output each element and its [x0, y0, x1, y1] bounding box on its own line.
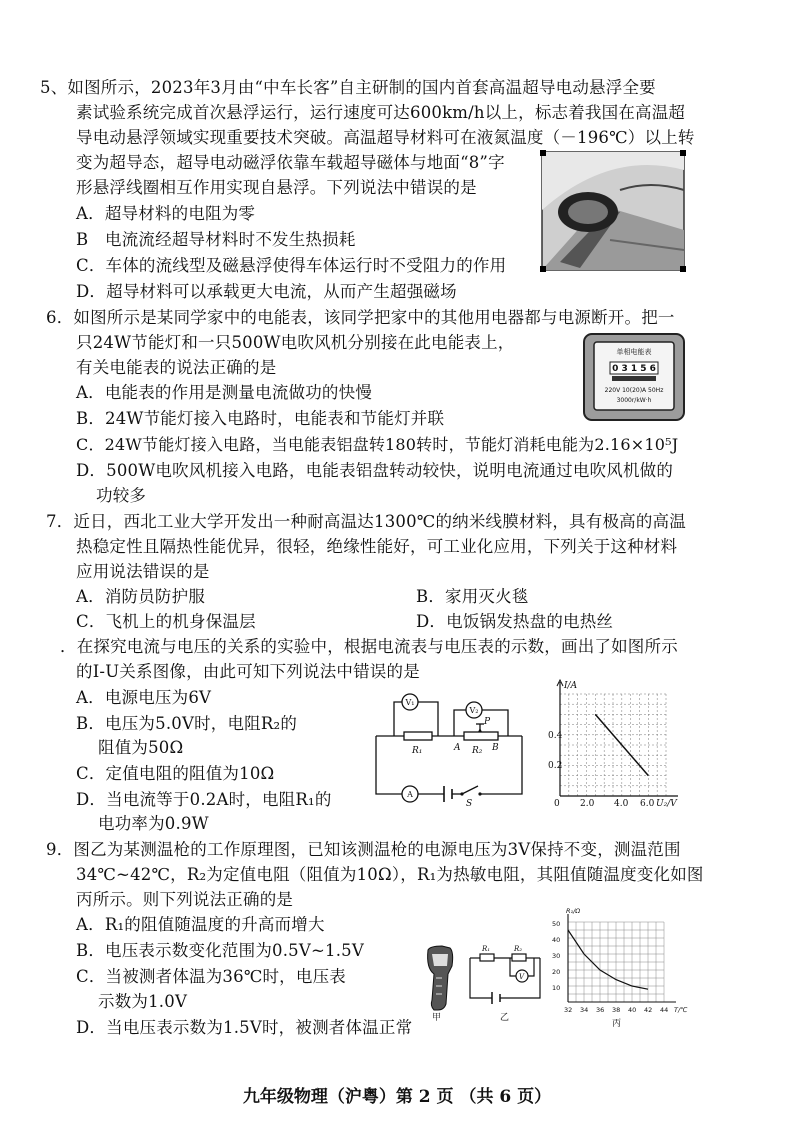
q9-r2-label: R₂ — [514, 945, 523, 953]
q8-chart-xlabel: U₂/V — [656, 799, 677, 809]
q8-ytick-0.4: 0.4 — [548, 731, 563, 741]
q8-option-a: A．电源电压为6V — [76, 688, 212, 707]
q9-chart-ylabel: R₁/Ω — [566, 907, 581, 915]
q6-option-d: D．500W电吹风机接入电路，电能表铝盘转动较快，说明电流通过电吹风机做的 — [76, 461, 674, 480]
q6-option-b: B．24W节能灯接入电路时，电能表和节能灯并联 — [76, 409, 445, 428]
q7-option-d: D．电饭锅发热盘的电热丝 — [416, 612, 614, 631]
q9-ytick-10: 10 — [552, 984, 561, 992]
q9-xtick-42: 42 — [644, 1006, 653, 1014]
r1-label: R₁ — [412, 746, 423, 756]
q8-line-2: 的I-U关系图像，由此可知下列说法中错误的是 — [76, 662, 420, 681]
thermometer-gun-image — [420, 944, 460, 1022]
q8-xtick-0: 0 — [554, 799, 560, 809]
q9-option-c: C．当被测者体温为36℃时，电压表 — [76, 967, 346, 986]
q9-voltmeter-label: V — [519, 973, 525, 981]
q7-option-c: C．飞机上的机身保温层 — [76, 612, 256, 631]
q5-line-1: 5、如图所示，2023年3月由“中车长客”自主研制的国内首套高温超导电动悬浮全要 — [40, 78, 656, 97]
q9-ytick-20: 20 — [552, 968, 561, 976]
q9-ytick-50: 50 — [552, 920, 561, 928]
label-yi: 乙 — [500, 1013, 510, 1022]
q9-xtick-38: 38 — [612, 1006, 621, 1014]
q8-option-d-cont: 电功率为0.9W — [98, 814, 209, 833]
point-b-label: B — [492, 743, 499, 753]
q8-line-1: ．在探究电流与电压的关系的实验中，根据电流表与电压表的示数，画出了如图所示 — [60, 637, 678, 656]
q9-resistance-temperature-chart — [548, 904, 694, 1030]
meter-title: 单相电能表 — [616, 348, 652, 356]
meter-digits: 0 3 1 5 6 — [612, 364, 656, 374]
q8-circuit-diagram — [368, 688, 530, 806]
q8-option-d: D．当电流等于0.2A时，电阻R₁的 — [76, 790, 332, 809]
switch-s-label: S — [466, 799, 473, 806]
r2-label: R₂ — [472, 746, 483, 756]
voltmeter-v1-label: V₁ — [405, 698, 415, 707]
q9-option-a: A．R₁的阻值随温度的升高而增大 — [76, 915, 325, 934]
q6-option-a: A．电能表的作用是测量电流做功的快慢 — [76, 383, 373, 402]
q8-xtick-4: 4.0 — [614, 799, 629, 809]
q9-line-1: 9．图乙为某测温枪的工作原理图，已知该测温枪的电源电压为3V保持不变，测温范围 — [46, 840, 681, 859]
q8-xtick-6: 6.0 — [640, 799, 655, 809]
q9-option-c-cont: 示数为1.0V — [98, 992, 188, 1011]
q9-xtick-44: 44 — [660, 1006, 669, 1014]
q6-option-c: C．24W节能灯接入电路，当电能表铝盘转180转时，节能灯消耗电能为2.16×10⁵J — [76, 435, 679, 454]
q9-xtick-34: 34 — [580, 1006, 589, 1014]
q5-option-a: A．超导材料的电阻为零 — [76, 204, 256, 223]
q7-option-a: A．消防员防护服 — [76, 587, 206, 606]
maglev-photo — [540, 150, 686, 272]
q9-xtick-40: 40 — [628, 1006, 637, 1014]
q8-iu-chart — [536, 676, 686, 812]
q9-line-2: 34℃~42℃，R₂为定值电阻（阻值为10Ω），R₁为热敏电阻，其阻值随温度变化如图 — [76, 865, 704, 884]
q5-option-b: B 电流流经超导材料时不发生热损耗 — [76, 230, 356, 249]
q7-option-b: B．家用灭火毯 — [416, 587, 529, 606]
q9-option-b: B．电压表示数变化范围为0.5V~1.5V — [76, 941, 364, 960]
q7-line-1: 7．近日，西北工业大学开发出一种耐高温达1300℃的纳米线膜材料，具有极高的高温 — [46, 512, 686, 531]
q5-line-5: 形悬浮线圈相互作用实现自悬浮。下列说法中错误的是 — [76, 178, 477, 197]
q9-line-3: 丙所示。则下列说法正确的是 — [76, 890, 294, 909]
q8-option-b: B．电压为5.0V时，电阻R₂的 — [76, 714, 298, 733]
q5-option-d: D．超导材料可以承载更大电流，从而产生超强磁场 — [76, 282, 457, 301]
voltmeter-v2-label: V₂ — [469, 706, 479, 715]
q9-circuit-diagram — [466, 944, 544, 1022]
q5-option-c: C．车体的流线型及磁悬浮使得车体运行时不受阻力的作用 — [76, 256, 507, 275]
q8-xtick-2: 2.0 — [580, 799, 595, 809]
q9-option-d: D．当电压表示数为1.5V时，被测者体温正常 — [76, 1018, 413, 1037]
q9-ytick-30: 30 — [552, 952, 561, 960]
q5-line-3: 导电动悬浮领域实现重要技术突破。高温超导材料可在液氮温度（－196℃）以上转 — [76, 128, 695, 147]
q6-line-3: 有关电能表的说法正确的是 — [76, 358, 277, 377]
q8-option-b-cont: 阻值为50Ω — [98, 738, 184, 757]
q8-ytick-0.2: 0.2 — [548, 761, 563, 771]
label-jia: 甲 — [432, 1013, 442, 1022]
q9-xtick-32: 32 — [564, 1006, 573, 1014]
q8-chart-ylabel: I/A — [564, 681, 578, 691]
meter-spec-2: 3000r/kW·h — [616, 397, 652, 404]
q9-r1-label: R₁ — [482, 945, 491, 953]
point-a-label: A — [454, 743, 461, 753]
ammeter-label: A — [407, 790, 413, 799]
meter-spec-1: 220V 10(20)A 50Hz — [604, 387, 664, 394]
q6-option-d-cont: 功较多 — [96, 486, 147, 505]
q9-ytick-40: 40 — [552, 936, 561, 944]
q6-line-1: 6．如图所示是某同学家中的电能表，该同学把家中的其他用电器都与电源断开。把一 — [46, 308, 675, 327]
q6-line-2: 只24W节能灯和一只500W电吹风机分别接在此电能表上， — [76, 333, 515, 352]
q9-chart-xlabel: T/℃ — [674, 1006, 688, 1014]
q9-xtick-36: 36 — [596, 1006, 605, 1014]
q7-line-2: 热稳定性且隔热性能优异，很轻，绝缘性能好，可工业化应用，下列关于这种材料 — [76, 537, 678, 556]
q5-line-2: 素试验系统完成首次悬浮运行，运行速度可达600km/h以上，标志着我国在高温超 — [76, 103, 686, 122]
q5-line-4: 变为超导态，超导电动磁浮依靠车载超导磁体与地面“8”字 — [76, 153, 505, 172]
electric-meter-image — [582, 332, 686, 422]
page-footer: 九年级物理（沪粤）第 2 页 （共 6 页） — [242, 1087, 552, 1107]
slider-p-label: P — [484, 717, 491, 727]
q8-option-c: C．定值电阻的阻值为10Ω — [76, 764, 275, 783]
label-bing: 丙 — [612, 1019, 622, 1029]
q7-line-3: 应用说法错误的是 — [76, 562, 210, 581]
